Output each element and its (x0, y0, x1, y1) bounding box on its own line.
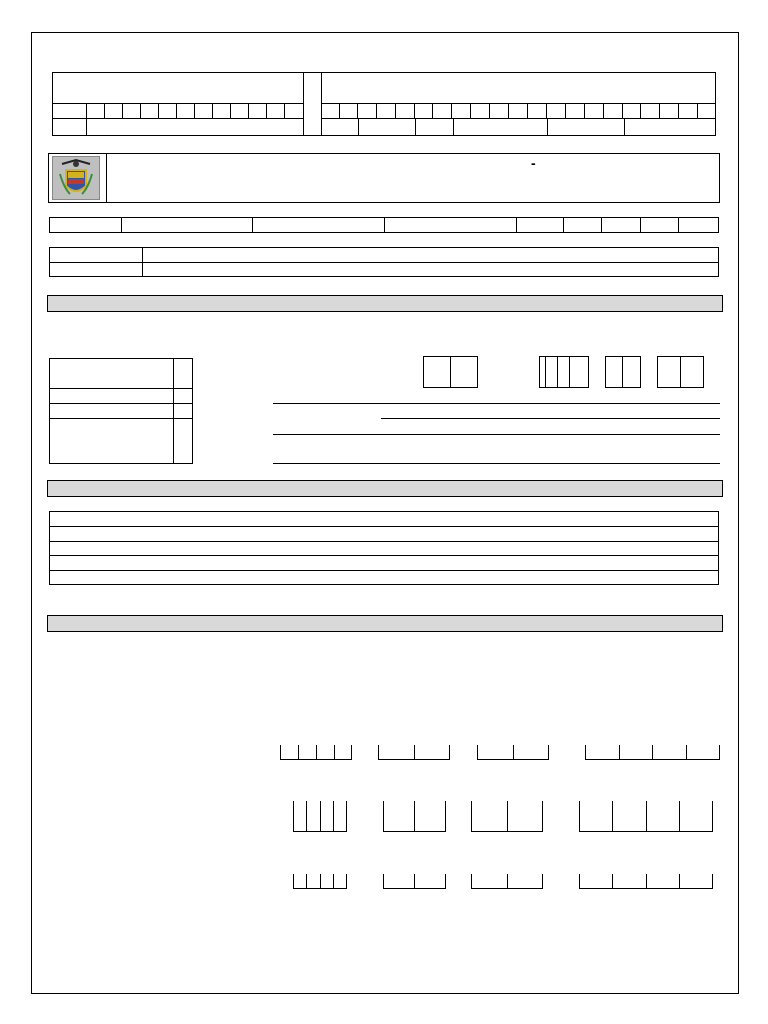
divider (86, 118, 87, 136)
divider (173, 358, 174, 464)
divider (106, 153, 107, 203)
header-left-cells (52, 103, 304, 119)
digit-field-2b[interactable] (383, 801, 446, 832)
digit-field-2c[interactable] (471, 801, 543, 832)
divider (358, 118, 359, 136)
digit-field-2a[interactable] (293, 801, 347, 832)
digit-field-3c[interactable] (471, 874, 543, 889)
section-bar-3 (47, 615, 723, 632)
section-bar-1 (47, 295, 723, 312)
divider (415, 118, 416, 136)
header-right-cells (321, 103, 716, 119)
digit-field-3a[interactable] (293, 874, 347, 889)
info-strip (49, 217, 719, 233)
divider (49, 403, 193, 404)
divider (49, 555, 719, 556)
title-block (48, 153, 720, 203)
line-field-1[interactable] (273, 403, 720, 404)
digit-field-1b[interactable] (378, 745, 450, 760)
line-field-3[interactable] (273, 434, 720, 435)
digit-field-2d[interactable] (579, 801, 713, 832)
line-field-2[interactable] (381, 418, 720, 419)
date-box-3[interactable] (605, 356, 641, 388)
digit-field-1d[interactable] (585, 745, 720, 760)
divider (49, 418, 193, 419)
section-bar-2 (47, 480, 723, 497)
divider (142, 247, 143, 277)
coat-of-arms-icon (56, 158, 96, 198)
digit-field-1a[interactable] (280, 745, 352, 760)
lined-table (49, 511, 719, 585)
divider (453, 118, 454, 136)
date-box-2[interactable] (539, 356, 589, 388)
digit-field-3b[interactable] (383, 874, 446, 889)
divider (49, 541, 719, 542)
divider (49, 570, 719, 571)
header-grid-mid (303, 72, 322, 136)
divider (547, 118, 548, 136)
digit-field-3d[interactable] (579, 874, 713, 889)
checklist-box (49, 358, 193, 464)
line-field-4[interactable] (273, 463, 720, 464)
digit-field-1c[interactable] (477, 745, 549, 760)
divider (624, 118, 625, 136)
divider (49, 388, 193, 389)
divider (49, 526, 719, 527)
date-box-4[interactable] (657, 356, 704, 388)
logo-image (52, 156, 100, 200)
divider (49, 262, 719, 263)
date-box-1[interactable] (423, 356, 478, 388)
title-dash: - (531, 155, 536, 171)
